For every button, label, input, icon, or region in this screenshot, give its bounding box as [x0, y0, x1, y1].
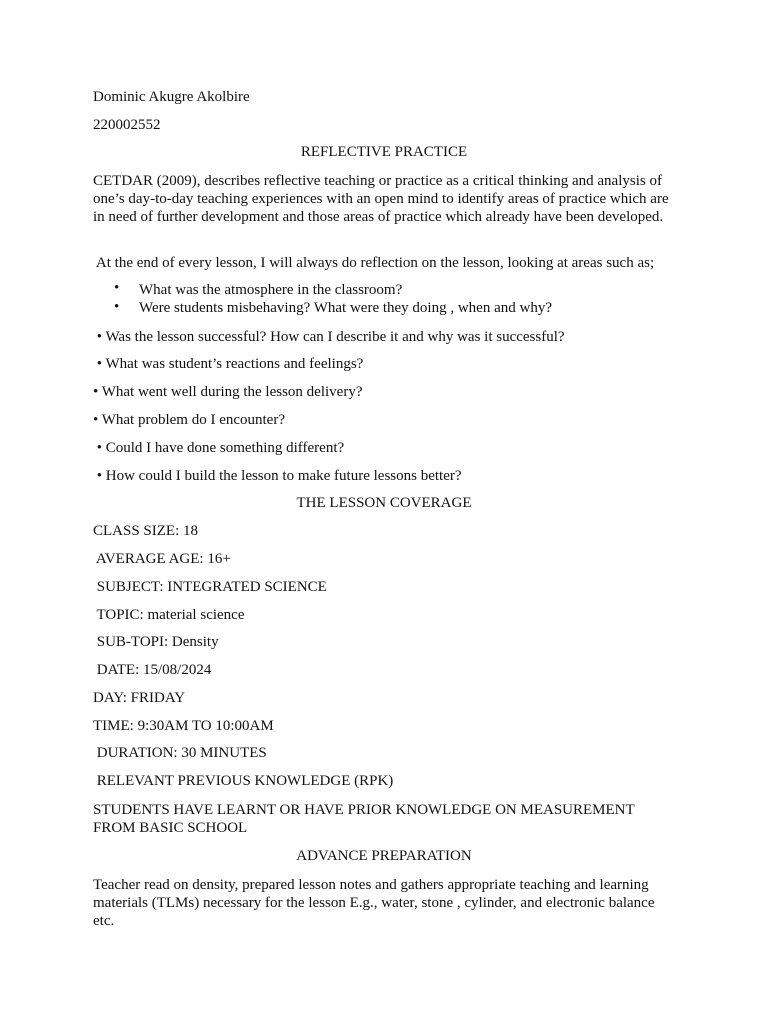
bullet-item: What was the atmosphere in the classroom? — [139, 282, 403, 298]
intro-paragraph: CETDAR (2009), describes reflective teaching or practice as a critical thinking and analysis of one’s day-to-day teaching experiences with an open mind to identify areas of practice which are in need of further development and those areas of practice which already have been developed. — [93, 173, 669, 225]
coverage-item: SUB-TOPI: Density — [93, 634, 219, 650]
coverage-item: CLASS SIZE: 18 — [93, 523, 199, 539]
question-item: • How could I build the lesson to make future lessons better? — [93, 468, 462, 484]
question-item: • Was the lesson successful? How can I describe it and why was it successful? — [93, 329, 565, 345]
bullet-dot-icon: • — [114, 299, 120, 315]
coverage-item: TIME: 9:30AM TO 10:00AM — [93, 718, 274, 734]
coverage-item: DURATION: 30 MINUTES — [93, 745, 267, 761]
document-title: REFLECTIVE PRACTICE — [300, 144, 468, 160]
coverage-item: DATE: 15/08/2024 — [93, 662, 212, 678]
question-item: • What went well during the lesson delivery? — [93, 384, 363, 400]
question-item: • What problem do I encounter? — [93, 412, 285, 428]
coverage-item: TOPIC: material science — [93, 607, 245, 623]
bullet-item: Were students misbehaving? What were they doing , when and why? — [139, 300, 552, 316]
student-id: 220002552 — [93, 117, 161, 133]
coverage-heading: THE LESSON COVERAGE — [296, 495, 472, 511]
question-item: • What was student’s reactions and feelings? — [93, 356, 364, 372]
bullet-dot-icon: • — [114, 280, 120, 296]
question-item: • Could I have done something different? — [93, 440, 345, 456]
author-name: Dominic Akugre Akolbire — [93, 89, 250, 105]
advance-paragraph: Teacher read on density, prepared lesson notes and gathers appropriate teaching and learning materials (TLMs) necessary for the lesson E.g., water, stone , cylinder, and electronic balance etc. — [93, 877, 655, 929]
advance-heading: ADVANCE PREPARATION — [296, 848, 472, 864]
coverage-item: DAY: FRIDAY — [93, 690, 186, 706]
rpk-paragraph: STUDENTS HAVE LEARNT OR HAVE PRIOR KNOWLEDGE ON MEASUREMENT FROM BASIC SCHOOL — [93, 802, 635, 836]
coverage-item: AVERAGE AGE: 16+ — [93, 551, 231, 567]
coverage-item: RELEVANT PREVIOUS KNOWLEDGE (RPK) — [93, 773, 394, 789]
intro-line: At the end of every lesson, I will always do reflection on the lesson, looking at areas such as; — [93, 255, 655, 271]
coverage-item: SUBJECT: INTEGRATED SCIENCE — [93, 579, 327, 595]
